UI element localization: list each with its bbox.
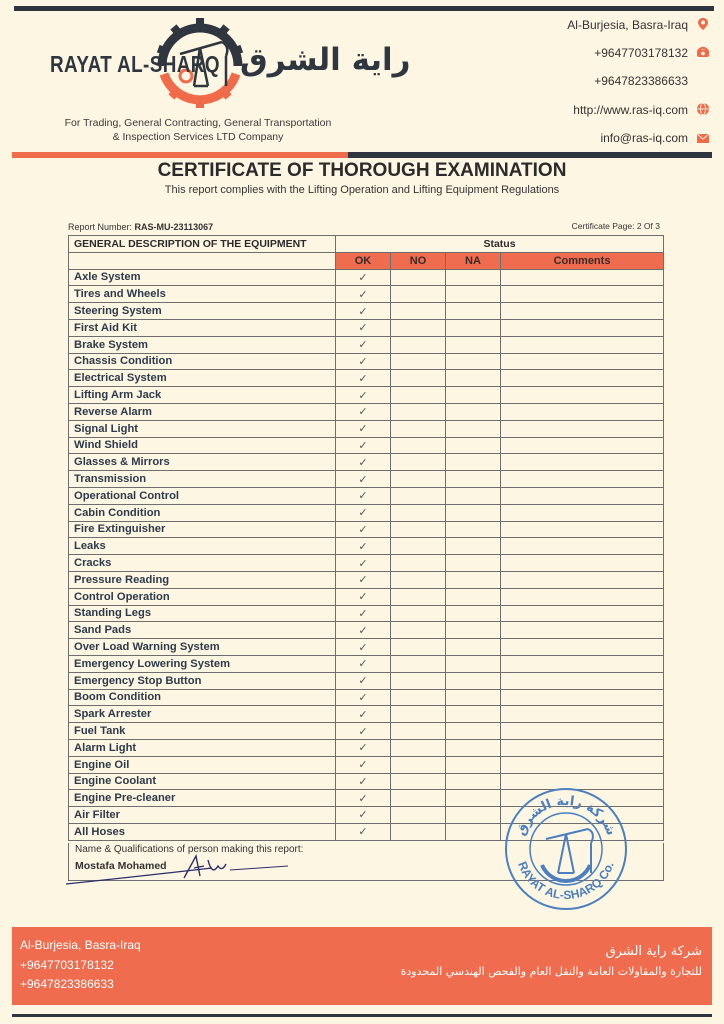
no-cell	[391, 504, 446, 521]
table-row	[69, 403, 664, 420]
no-cell	[391, 437, 446, 454]
ok-cell: ✓	[336, 790, 391, 807]
bottom-rule	[12, 1014, 712, 1017]
na-cell	[446, 286, 501, 303]
equipment-item: All Hoses	[69, 823, 336, 840]
na-cell	[446, 739, 501, 756]
table-row	[69, 672, 664, 689]
ok-cell: ✓	[336, 269, 391, 286]
ok-cell: ✓	[336, 773, 391, 790]
contact-email[interactable]: info@ras-iq.com	[600, 131, 688, 145]
no-cell	[391, 286, 446, 303]
equipment-item: Boom Condition	[69, 689, 336, 706]
comments-cell	[501, 555, 664, 572]
company-tagline	[48, 116, 348, 144]
no-cell	[391, 605, 446, 622]
comments-cell	[501, 420, 664, 437]
na-cell	[446, 353, 501, 370]
header-divider	[12, 152, 712, 158]
ok-cell: ✓	[336, 689, 391, 706]
ok-cell: ✓	[336, 823, 391, 840]
table-row	[69, 521, 664, 538]
equipment-item: Sand Pads	[69, 622, 336, 639]
no-cell	[391, 336, 446, 353]
table-row	[69, 286, 664, 303]
no-cell	[391, 454, 446, 471]
no-cell	[391, 672, 446, 689]
no-cell	[391, 739, 446, 756]
no-cell	[391, 571, 446, 588]
inspection-rows	[69, 269, 664, 840]
equipment-item: Operational Control	[69, 487, 336, 504]
location-pin-icon	[696, 17, 710, 31]
na-cell	[446, 672, 501, 689]
table-row	[69, 723, 664, 740]
na-cell	[446, 319, 501, 336]
contact-address: Al-Burjesia, Basra-Iraq	[567, 18, 688, 32]
table-row	[69, 387, 664, 404]
company-stamp	[502, 785, 630, 913]
comments-cell	[501, 454, 664, 471]
equipment-item: Engine Coolant	[69, 773, 336, 790]
equipment-item: Over Load Warning System	[69, 639, 336, 656]
table-row	[69, 319, 664, 336]
ok-cell: ✓	[336, 387, 391, 404]
na-cell	[446, 706, 501, 723]
na-cell	[446, 622, 501, 639]
tagline-line-1: For Trading, General Contracting, General Transportation	[64, 117, 332, 129]
no-cell	[391, 773, 446, 790]
col-no-header: NO	[391, 252, 446, 269]
na-cell	[446, 387, 501, 404]
na-cell	[446, 403, 501, 420]
equipment-item: Chassis Condition	[69, 353, 336, 370]
na-cell	[446, 639, 501, 656]
comments-cell	[501, 739, 664, 756]
comments-cell	[501, 403, 664, 420]
no-cell	[391, 639, 446, 656]
comments-cell	[501, 336, 664, 353]
table-row	[69, 471, 664, 488]
comments-cell	[501, 471, 664, 488]
comments-cell	[501, 588, 664, 605]
comments-cell	[501, 756, 664, 773]
certificate-page: Certificate Page: 2 Of 3	[571, 221, 660, 231]
contact-website[interactable]: http://www.ras-iq.com	[573, 103, 688, 117]
no-cell	[391, 706, 446, 723]
comments-cell	[501, 487, 664, 504]
no-cell	[391, 538, 446, 555]
comments-cell	[501, 437, 664, 454]
contact-phone-2: +9647823386633	[594, 74, 688, 88]
comments-cell	[501, 303, 664, 320]
comments-cell	[501, 655, 664, 672]
no-cell	[391, 823, 446, 840]
table-row	[69, 571, 664, 588]
company-name-en: RAYAT AL-SHARQ	[50, 51, 220, 77]
footer-phone-1: +9647703178132	[20, 958, 114, 972]
na-cell	[446, 756, 501, 773]
equipment-item: Engine Oil	[69, 756, 336, 773]
equipment-item: Fuel Tank	[69, 723, 336, 740]
table-row	[69, 739, 664, 756]
ok-cell: ✓	[336, 471, 391, 488]
ok-cell: ✓	[336, 756, 391, 773]
no-cell	[391, 655, 446, 672]
ok-cell: ✓	[336, 538, 391, 555]
ok-cell: ✓	[336, 571, 391, 588]
table-row	[69, 336, 664, 353]
comments-cell	[501, 622, 664, 639]
comments-cell	[501, 286, 664, 303]
na-cell	[446, 655, 501, 672]
equipment-item: Signal Light	[69, 420, 336, 437]
no-cell	[391, 622, 446, 639]
col-na-header: NA	[446, 252, 501, 269]
table-row	[69, 622, 664, 639]
contact-phone-1: +9647703178132	[594, 46, 688, 60]
footer-description-ar: للتجارة والمقاولات العامة والنقل العام والفحص الهندسي المحدودة	[400, 965, 702, 978]
table-row	[69, 269, 664, 286]
na-cell	[446, 454, 501, 471]
no-cell	[391, 471, 446, 488]
table-row	[69, 370, 664, 387]
equipment-item: Lifting Arm Jack	[69, 387, 336, 404]
ok-cell: ✓	[336, 639, 391, 656]
na-cell	[446, 269, 501, 286]
equipment-item: Standing Legs	[69, 605, 336, 622]
equipment-item: Cracks	[69, 555, 336, 572]
no-cell	[391, 353, 446, 370]
table-row	[69, 689, 664, 706]
table-row	[69, 588, 664, 605]
table-row	[69, 639, 664, 656]
ok-cell: ✓	[336, 319, 391, 336]
ok-cell: ✓	[336, 555, 391, 572]
comments-cell	[501, 672, 664, 689]
comments-cell	[501, 605, 664, 622]
ok-cell: ✓	[336, 739, 391, 756]
globe-icon	[696, 102, 710, 116]
ok-cell: ✓	[336, 454, 391, 471]
ok-cell: ✓	[336, 723, 391, 740]
col-ok-header: OK	[336, 252, 391, 269]
equipment-item: Glasses & Mirrors	[69, 454, 336, 471]
na-cell	[446, 807, 501, 824]
report-number-label: Report Number:	[68, 222, 133, 232]
ok-cell: ✓	[336, 437, 391, 454]
equipment-item: Emergency Stop Button	[69, 672, 336, 689]
certificate-title: CERTIFICATE OF THOROUGH EXAMINATION	[157, 160, 567, 181]
no-cell	[391, 370, 446, 387]
table-row	[69, 437, 664, 454]
comments-cell	[501, 387, 664, 404]
table-row	[69, 605, 664, 622]
comments-cell	[501, 571, 664, 588]
comments-cell	[501, 723, 664, 740]
na-cell	[446, 336, 501, 353]
certificate-subtitle: This report complies with the Lifting Operation and Lifting Equipment Regulations	[164, 184, 560, 196]
table-row	[69, 353, 664, 370]
no-cell	[391, 403, 446, 420]
no-cell	[391, 807, 446, 824]
table-row	[69, 756, 664, 773]
equipment-item: Transmission	[69, 471, 336, 488]
na-cell	[446, 555, 501, 572]
ok-cell: ✓	[336, 521, 391, 538]
table-row	[69, 538, 664, 555]
no-cell	[391, 269, 446, 286]
comments-cell	[501, 689, 664, 706]
no-cell	[391, 790, 446, 807]
equipment-item: Air Filter	[69, 807, 336, 824]
handwritten-signature	[62, 848, 292, 888]
na-cell	[446, 723, 501, 740]
equipment-item: Emergency Lowering System	[69, 655, 336, 672]
comments-cell	[501, 521, 664, 538]
inspector-name: Mostafa Mohamed	[75, 860, 167, 872]
equipment-item: Pressure Reading	[69, 571, 336, 588]
col-comments-header: Comments	[501, 252, 664, 269]
na-cell	[446, 538, 501, 555]
ok-cell: ✓	[336, 706, 391, 723]
tagline-line-2: & Inspection Services LTD Company	[112, 131, 284, 143]
table-row	[69, 420, 664, 437]
top-rule	[14, 6, 714, 11]
ok-cell: ✓	[336, 655, 391, 672]
report-number-value: RAS-MU-23113067	[134, 222, 214, 232]
footer-company-ar: شركة راية الشرق	[605, 944, 702, 959]
equipment-item: Alarm Light	[69, 739, 336, 756]
phone-icon	[696, 45, 710, 59]
equipment-item: Tires and Wheels	[69, 286, 336, 303]
comments-cell	[501, 538, 664, 555]
no-cell	[391, 303, 446, 320]
comments-cell	[501, 370, 664, 387]
ok-cell: ✓	[336, 303, 391, 320]
na-cell	[446, 689, 501, 706]
no-cell	[391, 588, 446, 605]
no-cell	[391, 756, 446, 773]
na-cell	[446, 521, 501, 538]
equipment-item: Brake System	[69, 336, 336, 353]
comments-cell	[501, 504, 664, 521]
ok-cell: ✓	[336, 370, 391, 387]
ok-cell: ✓	[336, 336, 391, 353]
na-cell	[446, 790, 501, 807]
ok-cell: ✓	[336, 588, 391, 605]
no-cell	[391, 319, 446, 336]
comments-cell	[501, 269, 664, 286]
ok-cell: ✓	[336, 504, 391, 521]
table-row	[69, 303, 664, 320]
stamp-bottom-text: RAYAT AL-SHARQ Co.	[515, 859, 617, 903]
na-cell	[446, 588, 501, 605]
table-row	[69, 487, 664, 504]
comments-cell	[501, 639, 664, 656]
equipment-item: Spark Arrester	[69, 706, 336, 723]
na-cell	[446, 504, 501, 521]
ok-cell: ✓	[336, 807, 391, 824]
comments-cell	[501, 319, 664, 336]
no-cell	[391, 723, 446, 740]
equipment-item: Axle System	[69, 269, 336, 286]
na-cell	[446, 420, 501, 437]
table-row	[69, 655, 664, 672]
header-spacer	[69, 252, 336, 269]
no-cell	[391, 555, 446, 572]
no-cell	[391, 487, 446, 504]
table-row	[69, 706, 664, 723]
comments-cell	[501, 706, 664, 723]
na-cell	[446, 471, 501, 488]
na-cell	[446, 773, 501, 790]
equipment-item: Cabin Condition	[69, 504, 336, 521]
table-row	[69, 504, 664, 521]
no-cell	[391, 521, 446, 538]
comments-cell	[501, 353, 664, 370]
ok-cell: ✓	[336, 420, 391, 437]
ok-cell: ✓	[336, 622, 391, 639]
stamp-top-text: شركة راية الشرق	[513, 793, 619, 838]
na-cell	[446, 605, 501, 622]
na-cell	[446, 370, 501, 387]
na-cell	[446, 437, 501, 454]
equipment-item: Reverse Alarm	[69, 403, 336, 420]
signoff-label: Name & Qualifications of person making this report:	[75, 844, 304, 855]
no-cell	[391, 689, 446, 706]
no-cell	[391, 387, 446, 404]
equipment-item: Fire Extinguisher	[69, 521, 336, 538]
footer-phone-2: +9647823386633	[20, 977, 114, 991]
equipment-item: Leaks	[69, 538, 336, 555]
equipment-item: Steering System	[69, 303, 336, 320]
na-cell	[446, 487, 501, 504]
na-cell	[446, 571, 501, 588]
ok-cell: ✓	[336, 487, 391, 504]
ok-cell: ✓	[336, 286, 391, 303]
no-cell	[391, 420, 446, 437]
col-description-header: GENERAL DESCRIPTION OF THE EQUIPMENT	[69, 236, 336, 253]
equipment-item: Engine Pre-cleaner	[69, 790, 336, 807]
ok-cell: ✓	[336, 403, 391, 420]
equipment-item: Electrical System	[69, 370, 336, 387]
table-row	[69, 555, 664, 572]
ok-cell: ✓	[336, 672, 391, 689]
report-number	[68, 222, 213, 232]
footer-address: Al-Burjesia, Basra-Iraq	[20, 938, 141, 952]
equipment-item: Wind Shield	[69, 437, 336, 454]
na-cell	[446, 823, 501, 840]
col-status-header: Status	[336, 236, 664, 253]
ok-cell: ✓	[336, 605, 391, 622]
ok-cell: ✓	[336, 353, 391, 370]
equipment-item: First Aid Kit	[69, 319, 336, 336]
table-row	[69, 454, 664, 471]
company-name-ar: راية الشرق	[240, 42, 411, 78]
na-cell	[446, 303, 501, 320]
inspection-table	[68, 235, 664, 841]
equipment-item: Control Operation	[69, 588, 336, 605]
envelope-icon	[696, 131, 710, 145]
